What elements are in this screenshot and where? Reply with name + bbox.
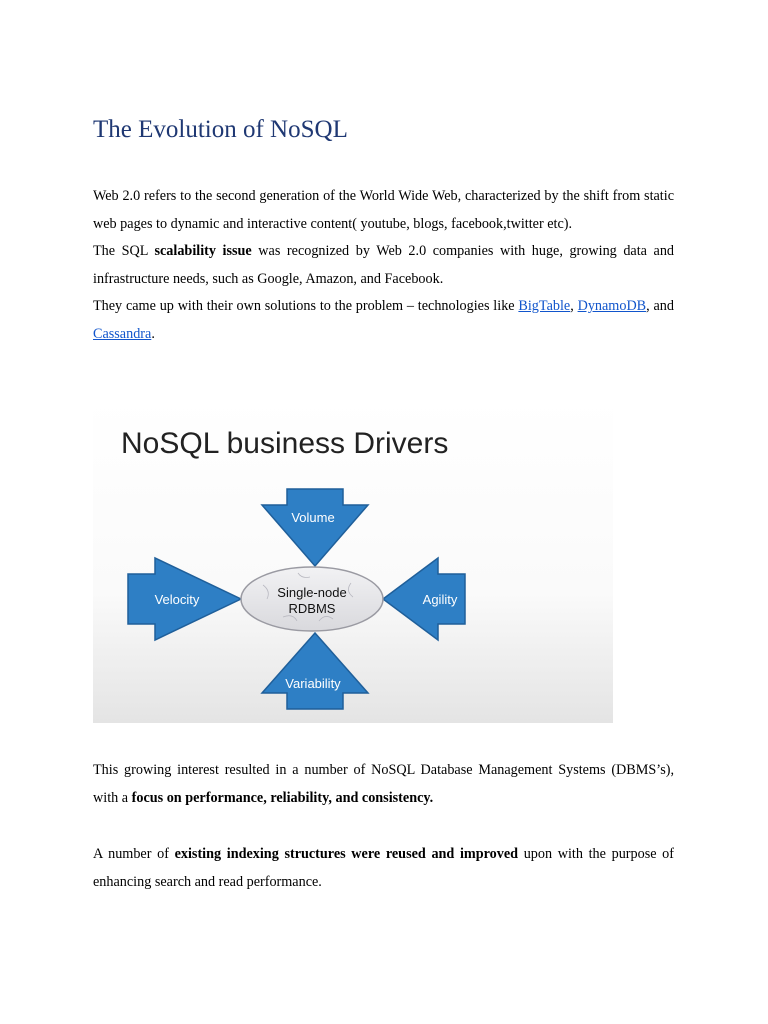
cassandra-link[interactable]: Cassandra	[93, 325, 152, 342]
volume-label: Volume	[291, 510, 335, 525]
technologies-text-pre: They came up with their own solutions to the problem – technologies like	[93, 298, 519, 314]
technologies-sep-2: , and	[646, 298, 674, 314]
technologies-text-post: .	[151, 325, 155, 342]
scalability-text-pre: The SQL	[93, 243, 155, 259]
scalability-issue-bold: scalability issue	[154, 243, 252, 259]
indexing-paragraph	[93, 841, 674, 896]
variability-label: Variability	[285, 676, 341, 691]
page-title: The Evolution of NoSQL	[93, 116, 348, 143]
interest-section	[93, 757, 674, 812]
center-label-line1: Single-node	[277, 585, 347, 600]
figure-title: NoSQL business Drivers	[121, 427, 449, 460]
drivers-diagram	[93, 399, 613, 723]
velocity-label: Velocity	[154, 592, 200, 607]
indexing-text-post: upon with the purpose of enhancing search and read performance.	[93, 846, 674, 890]
dynamodb-link[interactable]: DynamoDB	[577, 298, 647, 314]
scalability-paragraph	[93, 238, 674, 293]
nosql-drivers-figure	[93, 399, 613, 723]
agility-label: Agility	[422, 592, 458, 607]
scalability-text-post: was recognized by Web 2.0 companies with huge, growing data and infrastructure needs, such as Google, Amazon, and Facebook.	[93, 243, 675, 287]
indexing-bold: existing indexing structures were reused and improved	[174, 846, 519, 862]
technologies-paragraph	[93, 293, 674, 348]
web20-paragraph: Web 2.0 refers to the second generation of the World Wide Web, characterized by the shift from static web pages to dynamic and interactive content( youtube, blogs, facebook,twitter etc).	[93, 188, 674, 232]
center-label-line2: RDBMS	[288, 601, 336, 616]
indexing-text-pre: A number of	[93, 846, 175, 862]
indexing-section	[93, 841, 674, 896]
interest-paragraph	[93, 757, 674, 812]
technologies-sep-1: ,	[570, 298, 578, 314]
intro-section	[93, 183, 674, 348]
focus-bold: focus on performance, reliability, and consistency.	[131, 789, 434, 806]
bigtable-link[interactable]: BigTable	[518, 298, 571, 314]
interest-text-pre: This growing interest resulted in a number of NoSQL Database Management Systems (DBMS’s), with a	[93, 762, 674, 806]
